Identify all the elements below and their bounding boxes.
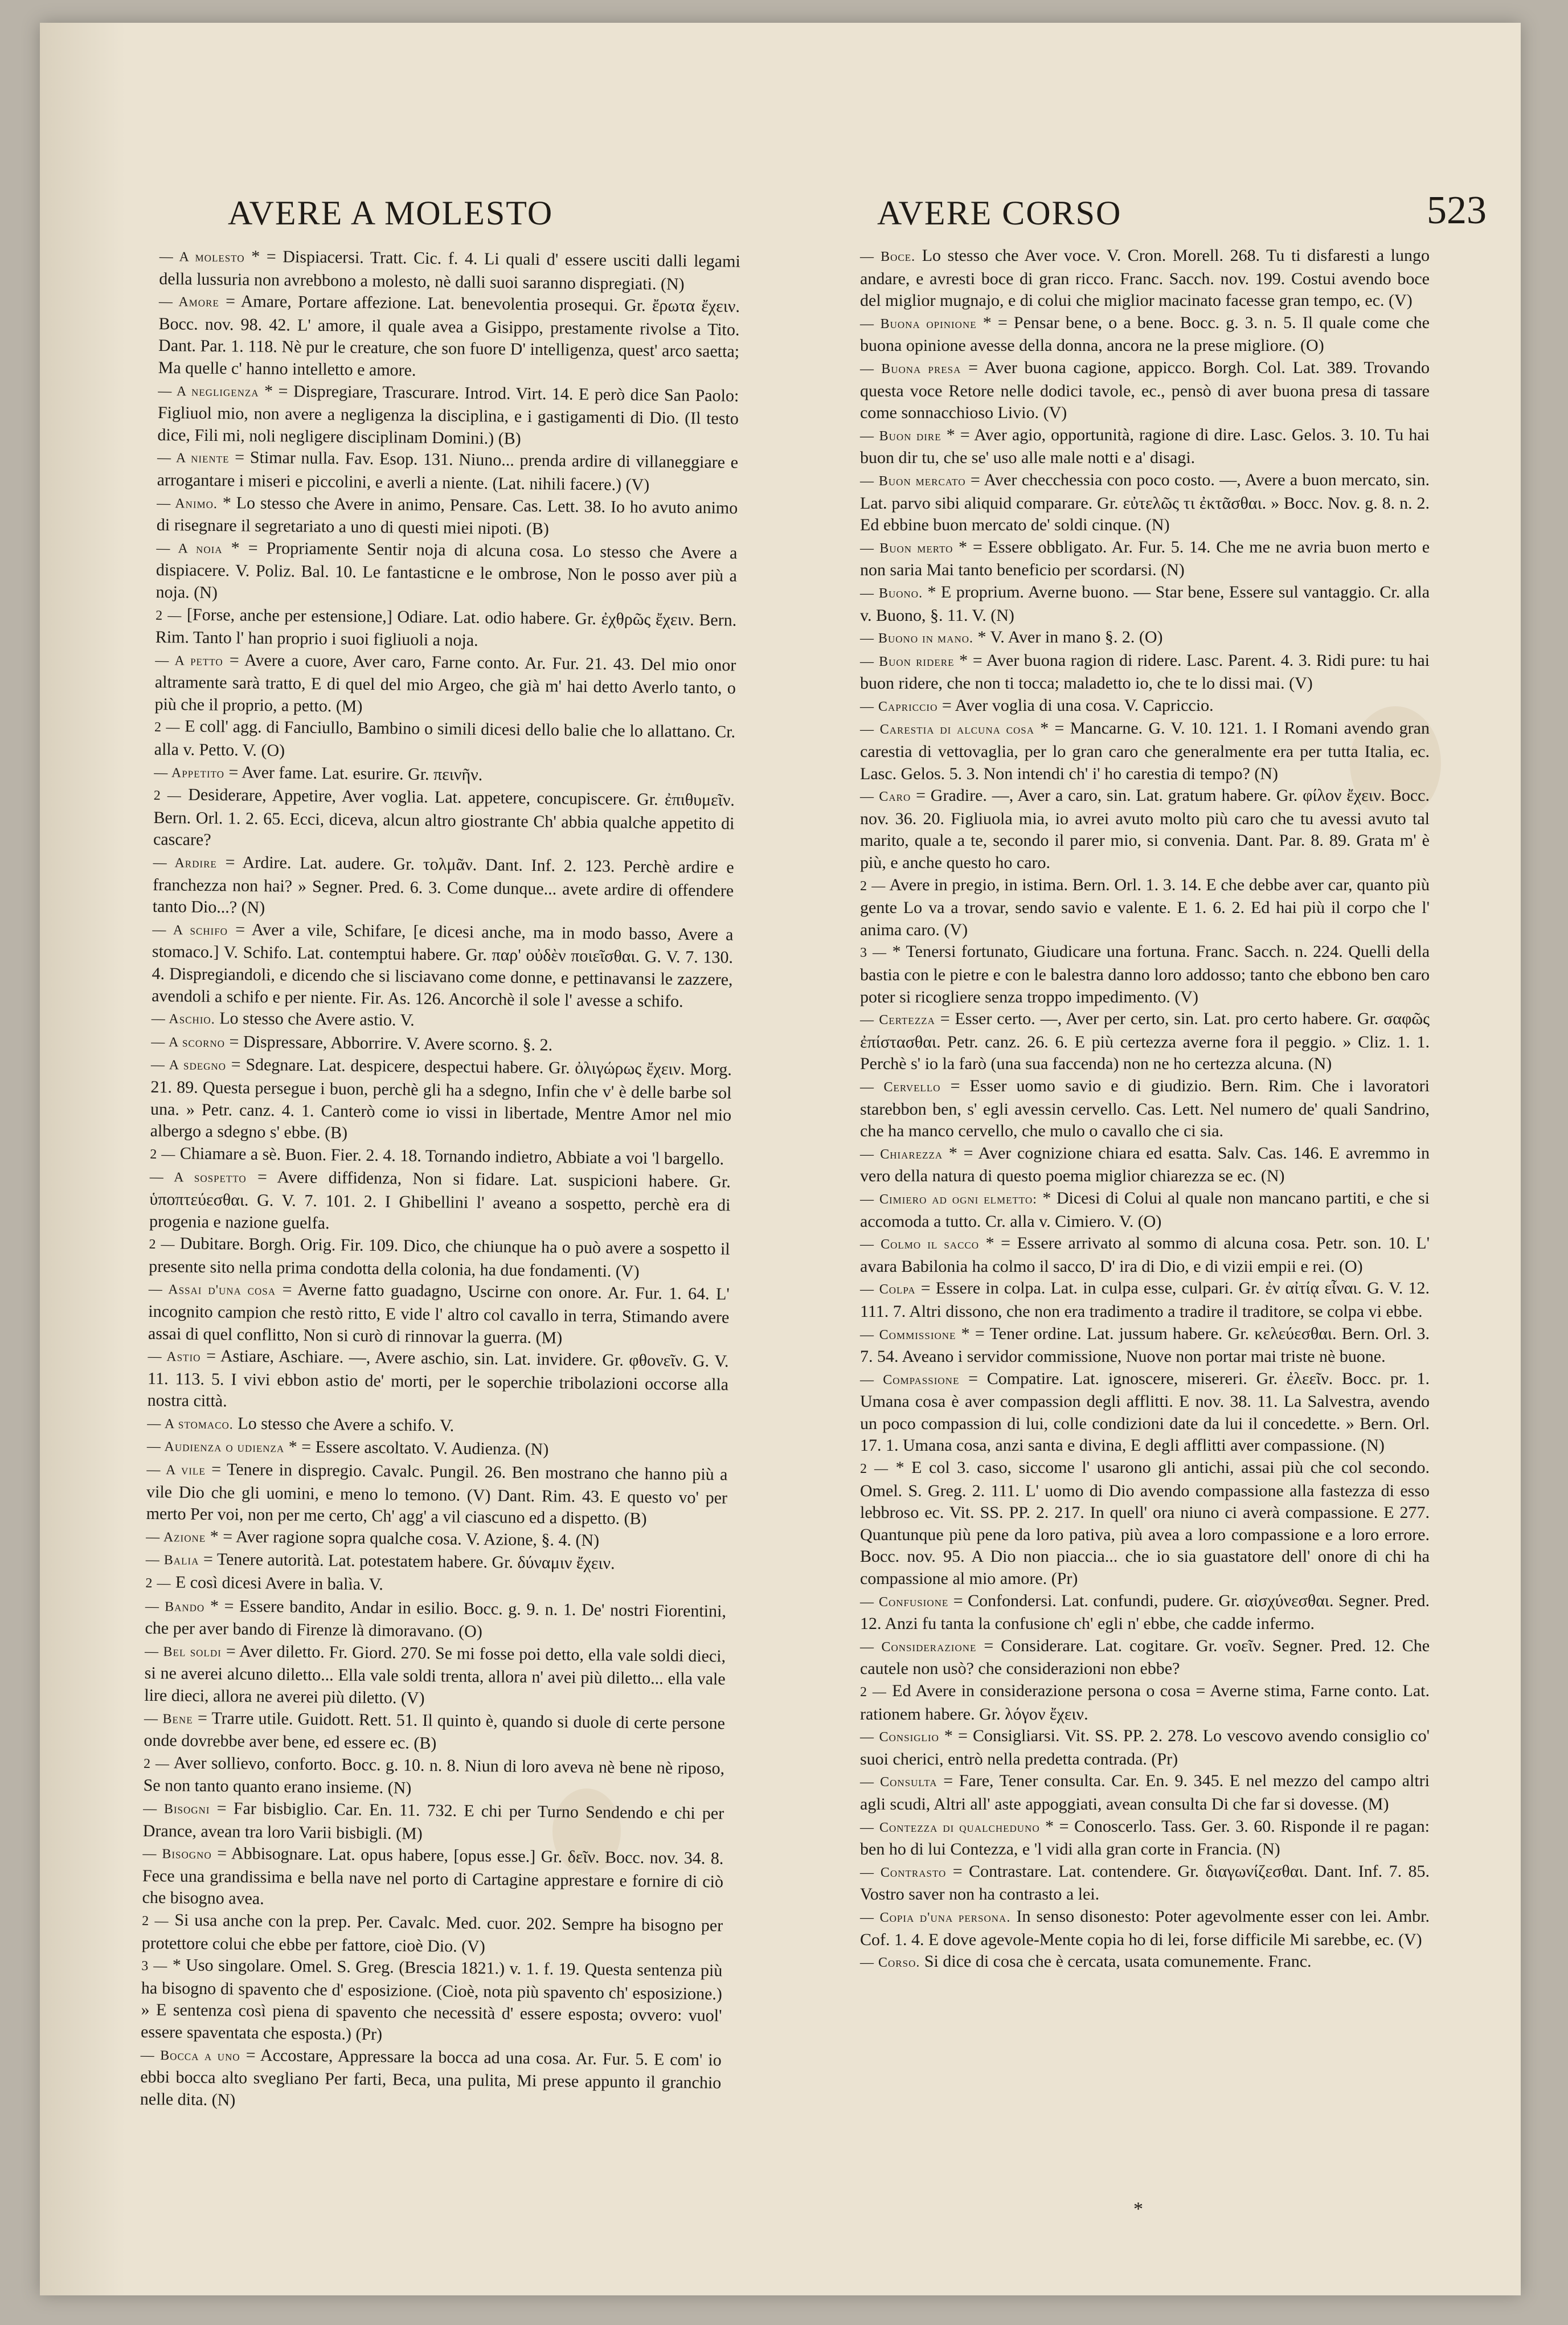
entry-headword: — Certezza — [860, 1013, 935, 1028]
entry-headword: — Chiarezza — [860, 1147, 943, 1162]
entry-headword: — Cervello — [860, 1079, 941, 1095]
entry-text: Avere in pregio, in istima. Bern. Orl. 1. 3. 14. E che debbe aver car, quanto più gente Lo va a trovar, sendo savio e valente. E 1. 6. 2. Ed hai più il corpo che l' anima caro. (V) — [860, 875, 1430, 939]
entry-text: * = Tener ordine. Lat. jussum habere. Gr. κελεύεσθαι. Bern. Orl. 3. 7. 54. Aveano i servidor commissione, Nuove non portar mai triste nè buone. — [860, 1324, 1430, 1366]
entry-text: = Fare, Tener consulta. Car. En. 9. 345. E nel mezzo del campo altri agli scudi, Altri all' aste appoggiati, avean consulta Di che far si dovesse. (M) — [860, 1771, 1430, 1814]
dictionary-entry — [860, 1457, 1430, 1590]
entry-headword: — Ardire — [153, 855, 218, 871]
dictionary-entry — [860, 1143, 1430, 1188]
entry-headword: — Capriccio — [860, 699, 938, 714]
entry-headword: — Buono in mano. — [860, 631, 973, 646]
dictionary-entry — [141, 1954, 723, 2049]
entry-headword: — Colmo il sacco — [860, 1237, 980, 1252]
entry-headword: — Bisogno — [142, 1847, 212, 1863]
entry-text: = Considerare. Lat. cogitare. Gr. νοεῖν. Segner. Pred. 12. Che cautele non usò? che considerazioni non ebbe? — [860, 1636, 1430, 1679]
entry-text: = Compatire. Lat. ignoscere, misereri. Gr. ἐλεεῖν. Bocc. pr. 1. Umana cosa è aver compassion degli afflitti. E nov. 38. 11. La Salvestra, avendo un poco compassion di lui, colle condizioni date da lui il concedette. » Bern. Orl. 17. 1. Umana cosa, anzi santa e divina, E degli afflitti aver compassione. (N) — [860, 1369, 1430, 1455]
entry-headword: — Boce. — [860, 249, 916, 264]
entry-headword: — Buon ridere — [860, 654, 955, 669]
entry-text: * Dicesi di Colui al quale non mancano partiti, e che si accomoda a tutto. Cr. alla v. Cimiero. V. (O) — [860, 1188, 1430, 1231]
book-page — [40, 23, 1521, 2295]
dictionary-entry — [860, 537, 1430, 582]
entry-headword: — Audienza o udienza — [146, 1439, 285, 1456]
dictionary-entry — [860, 424, 1430, 469]
entry-text: = Aver voglia di una cosa. V. Capriccio. — [941, 695, 1214, 715]
entry-headword: — Buona presa — [860, 361, 961, 376]
entry-text: * V. Aver in mano §. 2. (O) — [977, 628, 1163, 647]
right-column — [860, 245, 1430, 1974]
entry-headword: — Confusione — [860, 1594, 949, 1610]
dictionary-entry — [149, 1233, 730, 1284]
dictionary-entry — [860, 1590, 1430, 1635]
dictionary-entry — [860, 785, 1430, 874]
entry-headword: — Buon merto — [860, 541, 953, 556]
end-mark: * — [1133, 2199, 1143, 2220]
entry-text: Si usa anche con la prep. Per. Cavalc. Med. cuor. 202. Sempre ha bisogno per protettore colui che ebbe per fattore, cioè Dio. (V) — [141, 1910, 723, 1956]
entry-headword: — Caro — [860, 789, 911, 805]
page-number: 523 — [1427, 189, 1487, 232]
entry-headword: — Amore — [158, 294, 219, 310]
entry-headword: — A noia — [156, 541, 223, 556]
entry-headword: 3 — — [141, 1958, 168, 1974]
entry-text: * = Essere arrivato al sommo di alcuna cosa. Petr. son. 10. L' avara Babilonia ha colmo il sacco, D' ira di Dio, e di vizii empii e rei. (O) — [860, 1234, 1430, 1276]
entry-text: * = Essere obbligato. Ar. Fur. 5. 14. Che me ne avria buon merto e non saria Mai tanto beneficio per scordarsi. (N) — [860, 537, 1430, 580]
dictionary-entry — [860, 1861, 1430, 1906]
entry-headword: 2 — — [154, 720, 181, 735]
entry-headword: — Animo. — [157, 496, 218, 511]
left-column — [140, 245, 740, 2117]
dictionary-entry — [150, 1053, 732, 1148]
entry-headword: — Cimiero ad ogni elmetto: — [860, 1192, 1037, 1207]
dictionary-entry — [860, 1323, 1430, 1368]
entry-headword: — Colpa — [860, 1282, 916, 1297]
running-head-left: AVERE A MOLESTO — [228, 194, 554, 232]
entry-text: * = Dispregiare, Trascurare. Introd. Virt. 14. E però dice San Paolo: Figliuol mio, non avere a negligenza la disciplina, e i gastigamenti di Dio. (Il testo dice, Fili mi, noli negligere disciplinam Domini.) (B) — [157, 381, 739, 448]
dictionary-entry — [860, 1188, 1430, 1233]
dictionary-entry — [140, 2043, 722, 2116]
entry-text: * Uso singolare. Omel. S. Greg. (Brescia 1821.) v. 1. f. 19. Questa sentenza più ha bisogno di spavento che d' esposizione. (Cioè, nota più spavento ch' esposizione.) » E sentenza così piena di spavento che necessità d' essere esposta; ovvero: vuol' essere spaventata che esposta.) (Pr) — [140, 1955, 723, 2044]
entry-text: = Abbisognare. Lat. opus habere, [opus esse.] Gr. δεῖν. Bocc. nov. 34. 8. Fece una grandissima e bella nave nel porto di Cartagine apprestare e fornire di ciò che bisogno avea. — [142, 1844, 724, 1909]
entry-headword: — Assai d'una cosa — [148, 1282, 276, 1299]
dictionary-entry — [860, 1008, 1430, 1075]
entry-text: * = Mancarne. G. V. 10. 121. 1. I Romani avendo gran carestia di vettovaglia, per lo gran caro che generalmente era per tutta Italia, ec. Lasc. Gelos. 5. 3. Non intendi ch' i' ho carestia di tempo? (N) — [860, 719, 1430, 783]
entry-headword: — Compassione — [860, 1372, 960, 1387]
entry-headword: 2 — — [860, 1462, 889, 1477]
entry-text: In senso disonesto: Poter agevolmente esser con lei. Ambr. Cof. 1. 4. E dove agevole-Mente copia ho di lei, forse difficile Mi sarebbe, ec. (V) — [860, 1906, 1430, 1949]
entry-text: Lo stesso che Aver voce. V. Cron. Morell. 268. Tu ti disfaresti a lungo andare, e avresti boce di gran ricco. Franc. Sacch. nov. 199. Costui avendo boce del miglior mugnajo, e di colui che miglior macinato facesse gran tempo, ec. (V) — [860, 246, 1430, 310]
dictionary-entry — [157, 492, 738, 543]
dictionary-entry — [157, 446, 738, 497]
entry-headword: — Bocca a uno — [140, 2048, 240, 2064]
dictionary-entry — [145, 1594, 726, 1645]
entry-headword: — A negligenza — [158, 383, 259, 400]
entry-text: = Trarre utile. Guidott. Rett. 51. Il quinto è, quando si duole di certe persone onde dovrebbe aver bene, ed essere ec. (B) — [144, 1708, 726, 1753]
entry-text: = Sdegnare. Lat. despicere, despectui habere. Gr. ὀλιγώρως ἔχειν. Morg. 21. 89. Questa persegue i buon, perchè gli ha a sdegno, Infin che v' è delle barbe sol una. » Petr. canz. 4. 1. Canterò come io vissi in libertade, Mentre Amor nel mio albergo a sdegno s' ebbe. (B) — [150, 1055, 732, 1143]
entry-headword: 2 — — [155, 608, 182, 623]
dictionary-entry — [860, 1368, 1430, 1457]
entry-headword: — A scorno — [151, 1034, 226, 1051]
dictionary-entry — [146, 1458, 727, 1531]
entry-text: = Amare, Portare affezione. Lat. benevolentia prosequi. Gr. ἔρωτα ἔχειν. Bocc. nov. 98. 42. L' amore, il quale avea a Gisippo, prestamente rivolse a Tito. Dant. Par. 1. 118. Nè pur le creature, che son fuore D' intelligenza, quest' arco saetta; Ma quelle c' hanno intelletto e amore. — [158, 292, 740, 380]
dictionary-entry — [860, 1680, 1430, 1725]
entry-text: = Esser certo. —, Aver per certo, sin. Lat. pro certo habere. Gr. σαφῶς ἐπίστασθαι. Petr. canz. 26. 6. E più certezza averne fora il peggio. » Cliz. 1. 1. Perchè s' io la farò (una sua faccenda) non ne ho certezza alcuna. (N) — [860, 1009, 1430, 1074]
dictionary-entry — [860, 941, 1430, 1008]
entry-text: * = Aver ragione sopra qualche cosa. V. Azione, §. 4. (N) — [210, 1526, 600, 1550]
entry-text: Lo stesso che Avere astio. V. — [219, 1009, 415, 1030]
dictionary-entry — [860, 874, 1430, 942]
dictionary-entry — [155, 537, 737, 609]
entry-headword: 2 — — [860, 1685, 887, 1700]
entry-headword: — Bisogni — [143, 1801, 210, 1818]
entry-headword: — Buon mercato — [860, 473, 966, 489]
entry-text: = Tenere autorità. Lat. potestatem habere. Gr. δύναμιν ἔχειν. — [203, 1550, 615, 1573]
dictionary-entry — [860, 650, 1430, 695]
entry-headword: — Bel soldi — [145, 1644, 222, 1660]
entry-text: = Accostare, Appressare la bocca ad una cosa. Ar. Fur. 5. E com' io ebbi bocca alto svegliano Per farti, Beca, una pulita, Mi prese appunto il granchio nelle dita. (N) — [140, 2045, 722, 2110]
entry-text: = Aver fame. Lat. esurire. Gr. πεινῆν. — [228, 762, 483, 784]
dictionary-entry — [143, 1797, 724, 1848]
dictionary-entry — [152, 918, 734, 1013]
entry-text: = Gradire. —, Aver a caro, sin. Lat. gratum habere. Gr. φίλον ἔχειν. Bocc. nov. 36. 20. Figliuola mia, io avrei avuto molto più caro che tu avessi avuto tal marito, quale a te, secondo il parer mio, si convenia. Dant. Par. 8. 89. Grata m' è più, e anche questo ho caro. — [860, 786, 1430, 873]
page-gutter — [40, 23, 125, 2295]
entry-text: * = Aver cognizione chiara ed esatta. Salv. Cas. 146. E avremmo in vero della natura di questo poema miglior chiarezza se ec. (N) — [860, 1143, 1430, 1186]
dictionary-entry — [860, 1770, 1430, 1815]
entry-text: = Essere in colpa. Lat. in culpa esse, culpari. Gr. ἐν αἰτίᾳ εἶναι. G. V. 12. 111. 7. Altri dissono, che non era tradimento a tradire il traditore, se colpa vi ebbe. — [860, 1279, 1430, 1321]
entry-headword: — A petto — [155, 653, 223, 669]
entry-text: * = Essere ascoltato. V. Audienza. (N) — [288, 1437, 549, 1459]
dictionary-entry — [860, 312, 1430, 357]
entry-text: = Aver checchessia con poco costo. —, Avere a buon mercato, sin. Lat. parvo sibi aliquid comparare. Gr. εὐτελῶς τι ἐκτᾶσθαι. » Bocc. Nov. g. 8. n. 2. Ed ebbine buon mercato de' soldi cinque. (N) — [860, 470, 1430, 535]
entry-headword: — Appetito — [154, 765, 225, 781]
dictionary-entry — [157, 379, 739, 452]
entry-headword: 3 — — [860, 945, 887, 961]
entry-text: * = Aver agio, opportunità, ragione di dire. Lasc. Gelos. 3. 10. Tu hai buon dir tu, che se' uso alle male notti e a' disagi. — [860, 425, 1430, 468]
entry-text: = Ardire. Lat. audere. Gr. τολμᾶν. Dant. Inf. 2. 123. Perchè ardire e franchezza non hai? » Segner. Pred. 6. 3. Come dunque... avete ardire di offendere tanto Dio...? (N) — [152, 853, 734, 918]
entry-headword: — Azione — [146, 1529, 206, 1545]
entry-text: E coll' agg. di Fanciullo, Bambino o simili dicesi dello balie che lo allattano. Cr. alla v. Petto. V. (O) — [154, 717, 736, 760]
entry-text: = Aver buona cagione, appicco. Borgh. Col. Lat. 389. Trovando questa voce Retore nelle dodici tavole, ec., pensò di aver buona presa di tassare come sonnacchioso Livio. (V) — [860, 358, 1430, 423]
entry-headword: — Buono. — [860, 586, 923, 601]
entry-headword: — A molesto — [159, 249, 245, 265]
entry-headword: 2 — — [145, 1575, 171, 1591]
dictionary-entry — [860, 1906, 1430, 1951]
dictionary-entry — [860, 1233, 1430, 1278]
entry-headword: — Buona opinione — [860, 316, 977, 331]
dictionary-entry — [142, 1909, 723, 1960]
entry-headword: — Balia — [145, 1553, 199, 1569]
entry-text: = Stimar nulla. Fav. Esop. 131. Niuno... prenda ardire di villaneggiare e arrogantare i miseri e piccolini, e averli a niente. (Lat. nihili facere.) (V) — [157, 448, 739, 494]
entry-headword: — Considerazione — [860, 1639, 977, 1655]
dictionary-entry — [860, 245, 1430, 312]
entry-text: * = Conoscerlo. Tass. Ger. 3. 60. Risponde il re pagan: ben ho di lui Contezza, e 'l vidi alla gran corte in Francia. (N) — [860, 1816, 1430, 1859]
entry-text: * Lo stesso che Avere in animo, Pensare. Cas. Lett. 38. Io ho avuto animo di risegnare il segretariato a uno di questi miei nipoti. (B) — [156, 493, 738, 539]
entry-text: = Far bisbiglio. Car. En. 11. 732. E chi per Turno Sendendo e chi per Drance, avean tra loro Varii bisbigli. (M) — [142, 1799, 724, 1843]
entry-headword: — A stomaco. — [147, 1416, 234, 1432]
entry-headword: — Buon dire — [860, 428, 941, 444]
entry-headword: — Carestia di alcuna cosa — [860, 722, 1034, 738]
dictionary-entry — [860, 627, 1430, 650]
entry-headword: 2 — — [143, 1756, 170, 1772]
dictionary-entry — [153, 851, 734, 924]
dictionary-entry — [860, 1725, 1430, 1770]
entry-headword: — Bene — [144, 1711, 193, 1727]
dictionary-entry — [159, 245, 740, 296]
entry-text: * Tenersi fortunato, Giudicare una fortuna. Franc. Sacch. n. 224. Quelli della bastia con le pietre e con le balestra danno loro addosso; tanto che ebbono ben caro poter si ricogliere senza troppo impedimento. (V) — [860, 942, 1430, 1006]
dictionary-entry — [860, 1278, 1430, 1323]
dictionary-entry — [860, 695, 1430, 718]
dictionary-entry — [143, 1752, 724, 1803]
entry-text: [Forse, anche per estensione,] Odiare. Lat. odio habere. Gr. ἐχθρῶς ἔχειν. Bern. Rim. Tanto l' han proprio i suoi figliuoli a noja. — [155, 605, 737, 650]
entry-headword: 2 — — [142, 1913, 169, 1929]
dictionary-entry — [860, 1635, 1430, 1680]
dictionary-entry — [860, 582, 1430, 627]
entry-text: * = Aver buona ragion di ridere. Lasc. Parent. 4. 3. Ridi pure: tu hai buon ridere, che non ti tocca; maladetto io, che te lo dissi mai. (V) — [860, 650, 1430, 693]
dictionary-entry — [153, 784, 735, 857]
entry-text: E così dicesi Avere in balìa. V. — [175, 1573, 383, 1594]
entry-text: = Tenere in dispregio. Cavalc. Pungil. 26. Ben mostrano che hanno più a vile Dio che gli uomini, e meno lo temono. (V) Dant. Rim. 43. E questo vo' per merto Per voi, non per me certo, Ch' agg' a vil ciascuno ed a dispetto. (B) — [146, 1460, 728, 1529]
entry-headword: 2 — — [860, 878, 886, 894]
entry-text: = Aver diletto. Fr. Giord. 270. Se mi fosse poi detto, ella vale soldi dieci, si ne averei alcuno diletto... Ella vale soldi trenta, allora n' avei più diletto... ella vale lire dieci, allora ne averei più diletto. (V) — [144, 1642, 726, 1708]
entry-text: * = Dispiacersi. Tratt. Cic. f. 4. Li quali d' essere usciti dalli legami della lussuria non avrebbono a molesto, nè dalli suoi saranno dispregiati. (N) — [159, 247, 740, 294]
entry-text: = Avere diffidenza, Non si fidare. Lat. suspicioni habere. Gr. ὑποπτεύεσθαι. G. V. 7. 101. 2. I Ghibellini l' aveano a sospetto, perchè era di progenia e nazione guelfa. — [149, 1168, 731, 1233]
entry-text: * = Consigliarsi. Vit. SS. PP. 2. 278. Lo vescovo avendo consiglio co' suoi cherici, entrò nella predetta contrada. (Pr) — [860, 1726, 1430, 1769]
dictionary-entry — [144, 1640, 726, 1713]
entry-headword: — A niente — [157, 451, 230, 466]
entry-headword: — Bando — [145, 1599, 205, 1615]
entry-text: Chiamare a sè. Buon. Fier. 2. 4. 18. Tornando indietro, Abbiate a voi 'l bargello. — [179, 1144, 724, 1169]
entry-text: * = Essere bandito, Andar in esilio. Bocc. g. 9. n. 1. De' nostri Fiorentini, che per aver bando di Firenze là dimoravano. (O) — [145, 1596, 727, 1642]
entry-headword: — Aschio. — [151, 1012, 215, 1028]
entry-headword: — Commissione — [860, 1327, 956, 1342]
entry-headword: — Contezza di qualcheduno — [860, 1820, 1040, 1835]
entry-text: * E col 3. caso, siccome l' usarono gli antichi, assai più che col secondo. Omel. S. Greg. 2. 111. L' uomo di Dio avendo compassione alla fastezza di esso lebbroso ec. Vit. SS. PP. 2. 217. In quell' ora niuno ci averà compassione. E 277. Quantunque più pene da loro pativa, più avea a loro compassione e a loro errore. Bocc. nov. 95. A Dio non piaccia... che io sia guastatore dell' onore di chi ha compassione al mio amore. (Pr) — [860, 1458, 1430, 1589]
running-head-right: AVERE CORSO — [877, 194, 1122, 232]
entry-text: = Avere a cuore, Aver caro, Farne conto. Ar. Fur. 21. 43. Del mio onor altramente sarà tratto, E di quel del mio Argeo, che già m' hai detto Averlo tanto, o più che il proprio, a petto. (M) — [154, 650, 736, 716]
entry-headword: 2 — — [150, 1147, 176, 1162]
entry-headword: — A schifo — [152, 922, 228, 939]
dictionary-entry — [860, 469, 1430, 537]
entry-text: = Aver a vile, Schifare, [e dicesi anche, ma in modo basso, Avere a stomaco.] V. Schifo. Lat. contemptui habere. Gr. παρ' οὐδὲν ποιεῖσθαι. G. V. 7. 130. 4. Dispregiandoli, e dicendo che si lisciavano come donne, e pettinavansi le zazzere, avendoli a schifo e per niente. Fir. As. 126. Ancorchè il sole l' avesse a schifo. — [152, 920, 734, 1011]
entry-text: Si dice di cosa che è cercata, usata comunemente. Franc. — [924, 1952, 1312, 1971]
dictionary-entry — [149, 1165, 731, 1238]
dictionary-entry — [148, 1278, 730, 1350]
dictionary-entry — [148, 1345, 729, 1418]
entry-text: = Esser uomo savio e di giudizio. Bern. Rim. Che i lavoratori starebbon ben, s' egli avessin cervello. Cas. Lett. Nel numero de' quali Sandrino, che ha manco cervello, che mulo o cavallo che ci sia. — [860, 1076, 1430, 1141]
dictionary-entry — [860, 1075, 1430, 1143]
entry-text: = Dispressare, Abborrire. V. Avere scorno. §. 2. — [229, 1032, 553, 1055]
entry-text: = Astiare, Aschiare. —, Avere aschio, sin. Lat. invidere. Gr. φθονεῖν. G. V. 11. 113. 5. I vivi ebbon astio de' morti, per le soperchie tribolazioni occorse alla nostra città. — [147, 1346, 729, 1411]
entry-headword: 2 — — [149, 1237, 175, 1252]
entry-text: Dubitare. Borgh. Orig. Fir. 109. Dico, che chiunque ha o può avere a sospetto il presente sito nella prima condotta della colonia, ha due fondamenti. (V) — [149, 1234, 730, 1281]
entry-text: = Averne fatto guadagno, Uscirne con onore. Ar. Fur. 1. 64. L' incognito campion che restò ritto, E vide l' altro col cavallo in terra, Stimando avere assai di quel conflitto, Non si curò di rinnovar la guerra. (M) — [148, 1280, 730, 1348]
entry-text: * = Pensar bene, o a bene. Bocc. g. 3. n. 5. Il quale come che buona opinione avesse della donna, ancora ne la prese migliore. (O) — [860, 313, 1430, 355]
dictionary-entry — [154, 649, 736, 722]
dictionary-entry — [155, 603, 737, 654]
entry-headword: — A sospetto — [149, 1170, 247, 1186]
dictionary-entry — [860, 1816, 1430, 1861]
entry-headword: — Contrasto — [860, 1865, 947, 1880]
entry-text: Aver sollievo, conforto. Bocc. g. 10. n. 8. Niun di loro aveva nè bene nè riposo, Se non tanto quanto erano insieme. (N) — [143, 1753, 725, 1798]
dictionary-entry — [142, 1842, 723, 1915]
entry-text: * E proprium. Averne buono. — Star bene, Essere sul vantaggio. Cr. alla v. Buono, §. 11. V. (N) — [860, 582, 1430, 625]
entry-headword: — Consiglio — [860, 1730, 939, 1745]
entry-headword: — A vile — [146, 1462, 206, 1479]
entry-headword: — Astio — [148, 1349, 201, 1365]
entry-headword: — Corso. — [860, 1955, 920, 1971]
entry-headword: 2 — — [153, 788, 182, 804]
entry-text: Lo stesso che Avere a schifo. V. — [238, 1414, 455, 1435]
dictionary-entry — [860, 357, 1430, 424]
dictionary-entry — [154, 715, 736, 767]
entry-text: * = Propriamente Sentir noja di alcuna cosa. Lo stesso che Avere a dispiacere. V. Poliz. Bal. 10. Le fantasticne e le ombrose, Non le posso aver più a noja. (N) — [155, 538, 738, 603]
dictionary-entry — [860, 718, 1430, 785]
entry-text: = Confondersi. Lat. confundi, pudere. Gr. αἰσχύνεσθαι. Segner. Pred. 12. Anzi fu tanta la confusione ch' egli n' ebbe, che cadde infermo. — [860, 1591, 1430, 1634]
entry-headword: — Copia d'una persona. — [860, 1910, 1011, 1925]
dictionary-entry — [158, 290, 740, 385]
dictionary-entry — [860, 1951, 1430, 1974]
entry-text: Ed Avere in considerazione persona o cosa = Averne stima, Farne conto. Lat. rationem habere. Gr. λόγον ἔχειν. — [860, 1681, 1430, 1724]
dictionary-entry — [144, 1706, 725, 1758]
entry-headword: — A sdegno — [150, 1058, 227, 1074]
entry-text: = Contrastare. Lat. contendere. Gr. διαγωνίζεσθαι. Dant. Inf. 7. 85. Vostro saver non ha contrasto a lei. — [860, 1861, 1430, 1904]
entry-headword: — Consulta — [860, 1775, 937, 1790]
entry-text: Desiderare, Appetire, Aver voglia. Lat. appetere, concupiscere. Gr. ἐπιθυμεῖν. Bern. Orl. 1. 2. 65. Ecci, diceva, alcun altro giostrante Ch' abbia qualche appetito di cascare? — [153, 785, 735, 850]
